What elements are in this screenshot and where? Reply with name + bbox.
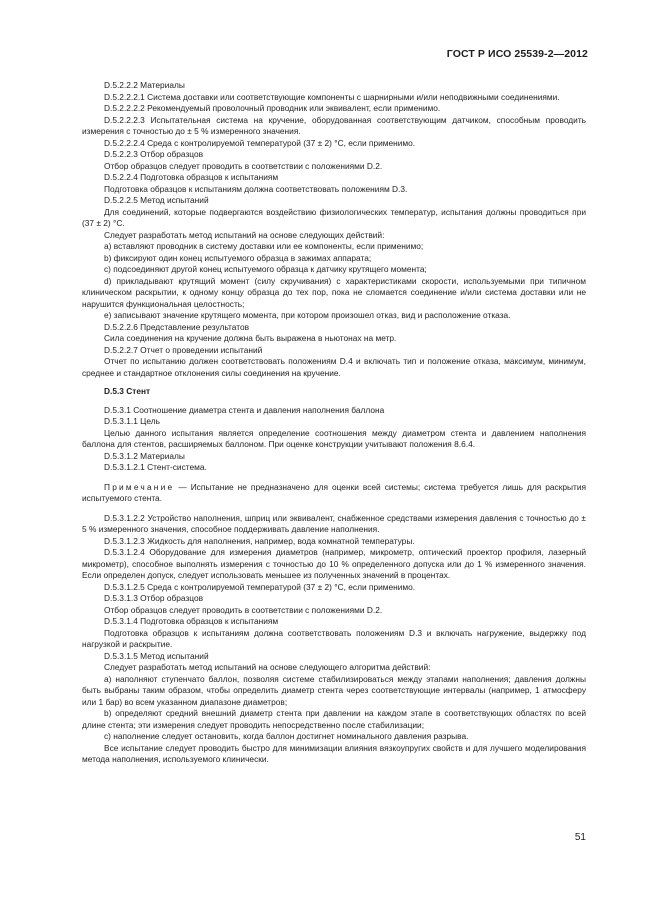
document-body: [82, 80, 586, 766]
paragraph: D.5.2.2.2 Материалы: [104, 80, 185, 90]
paragraph: D.5.3.1.3 Отбор образцов: [104, 593, 204, 603]
paragraph: D.5.2.2.6 Представление результатов: [104, 321, 250, 332]
list-item: a) наполняют ступенчато баллон, позволяя системе стабилизироваться между этапами наполнения; давления должны быть выбраны таким образом, чтобы определить диаметр стента через соответствующие интервалы (например, 1 атмосферу или 1 бар) во всем указанном диапазоне диаметров;: [82, 673, 586, 707]
paragraph: Отчет по испытанию должен соответствовать положениям D.4 и включать тип и положение отказа, максимум, минимум, среднее и стандартное отклонения силы соединения на кручение.: [82, 356, 586, 378]
paragraph: D.5.3.1.4 Подготовка образцов к испытаниям: [104, 616, 279, 626]
paragraph: Отбор образцов следует проводить в соответствии с положениями D.2.: [104, 160, 383, 171]
paragraph: D.5.3.1.2 Материалы: [104, 450, 185, 461]
paragraph: D.5.2.2.2.3 Испытательная система на кручение, оборудованная соответствующим датчиком, способным проводить измерения с точностью до ± 5 % измеренного значения.: [82, 114, 586, 136]
list-item: d) прикладывают крутящий момент (силу скручивания) с характеристиками скорости, используемыми при типичном клиническом раскрытии, к одному концу образца до тех пор, пока не сломается соединение и/или система доставки или не нарушится функциональная целостность;: [82, 275, 586, 309]
list-item: e) записывают значение крутящего момента, при котором произошел отказ, вид и расположение отказа.: [104, 310, 511, 320]
list-item: c) подсоединяют другой конец испытуемого образца к датчику крутящего момента;: [104, 264, 427, 274]
paragraph: D.5.3.1.5 Метод испытаний: [104, 650, 209, 661]
paragraph: D.5.2.2.5 Метод испытаний: [104, 195, 209, 205]
note-text: — Испытание не предназначено для оценки всей системы; система требуется лишь для раскрытия испытуемого стента.: [82, 481, 586, 503]
paragraph: D.5.3.1.2.2 Устройство наполнения, шприц или эквивалент, снабженное средствами измерения давления с точностью до ± 5 % измеренного значения, способное поддерживать давление наполнения.: [82, 512, 586, 534]
list-item: b) фиксируют один конец испытуемого образца в зажимах аппарата;: [104, 252, 372, 263]
paragraph: D.5.3.1.2.3 Жидкость для наполнения, например, вода комнатной температуры.: [104, 535, 415, 546]
paragraph: D.5.3.1.1 Цель: [104, 416, 160, 426]
paragraph: D.5.3.1.2.5 Среда с контролируемой температурой (37 ± 2) °С, если применимо.: [104, 581, 416, 592]
paragraph: Для соединений, которые подвергаются воздействию физиологических температур, испытания должны проводиться при (37 ± 2) °С.: [82, 206, 586, 228]
paragraph: Отбор образцов следует проводить в соответствии с положениями D.2.: [104, 604, 383, 615]
paragraph: Сила соединения на кручение должна быть выражена в ньютонах на метр.: [104, 333, 397, 343]
list-item: b) определяют средний внешний диаметр стента при давлении на каждом этапе в соответствующих областях по всей длине стента; эти измерения следует проводить непосредственно после стабилизации;: [82, 708, 586, 730]
paragraph: D.5.3.1.2.4 Оборудование для измерения диаметров (например, микрометр, оптический проектор профиля, лазерный микрометр), способное выполнять измерения с точностью до 10 % определенного допуска или до 1 % измеренного значения. Если определен допуск, следует использовать меньшее из полученных значений в процентах.: [82, 547, 586, 580]
paragraph: D.5.2.2.7 Отчет о проведении испытаний: [104, 344, 263, 355]
list-item: a) вставляют проводник в систему доставки или ее компоненты, если применимо;: [104, 241, 424, 251]
page-number: 51: [574, 832, 586, 843]
paragraph: Подготовка образцов к испытаниям должна соответствовать положениям D.3.: [104, 183, 408, 194]
paragraph: D.5.2.2.2.1 Система доставки или соответствующие компоненты с шарнирными и/или неподвижными соединениями.: [104, 91, 560, 102]
paragraph: D.5.3.1.2.1 Стент-система.: [104, 462, 207, 472]
paragraph: D.5.2.2.2.2 Рекомендуемый проволочный проводник или эквивалент, если применимо.: [104, 103, 441, 113]
document-header: ГОСТ Р ИСО 25539-2—2012: [446, 48, 588, 60]
note: [82, 482, 586, 505]
list-item: c) наполнение следует остановить, когда баллон достигнет номинального давления разрыва.: [104, 731, 469, 741]
paragraph: D.5.3.1 Соотношение диаметра стента и давления наполнения баллона: [104, 404, 385, 415]
paragraph: Целью данного испытания является определение соотношения между диаметром стента и давлением наполнения баллона для стентов, расширяемых баллоном. При оценке конструкции учитывают положения 8.6.4.: [82, 427, 586, 449]
section-heading: D.5.3 Стент: [104, 386, 151, 396]
paragraph: Все испытание следует проводить быстро для минимизации влияния вязкоупругих свойств и для лучшего моделирования метода наполнения, используемого клинически.: [82, 742, 586, 764]
paragraph: Подготовка образцов к испытаниям должна соответствовать положениям D.3 и включать нагружение, выдержку под нагрузкой и раскрытие.: [82, 627, 586, 649]
paragraph: Следует разработать метод испытаний на основе следующего алгоритма действий:: [104, 662, 431, 672]
paragraph: Следует разработать метод испытаний на основе следующих действий:: [104, 229, 385, 240]
note-label: Примечание: [104, 481, 175, 492]
paragraph: D.5.2.2.3 Отбор образцов: [104, 149, 204, 159]
paragraph: D.5.2.2.4 Подготовка образцов к испытаниям: [104, 172, 279, 182]
paragraph: D.5.2.2.2.4 Среда с контролируемой температурой (37 ± 2) °С, если применимо.: [104, 137, 416, 148]
